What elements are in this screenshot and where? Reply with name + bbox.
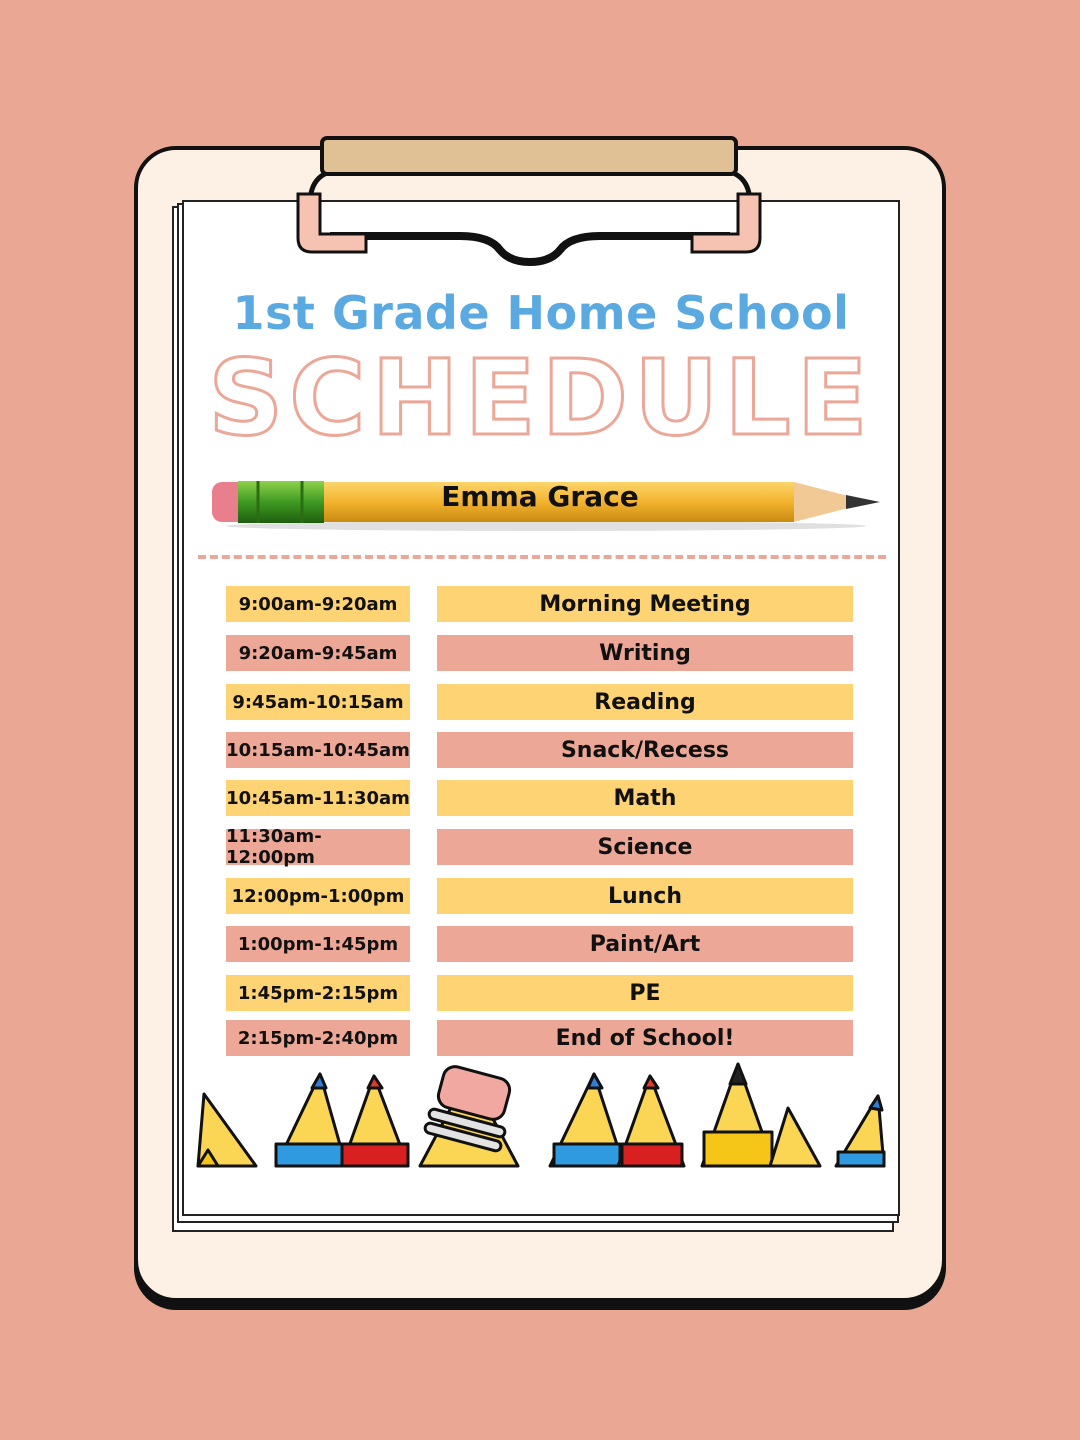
schedule-time: 9:00am-9:20am [226, 586, 410, 622]
schedule-time: 12:00pm-1:00pm [226, 878, 410, 914]
schedule-time: 1:45pm-2:15pm [226, 975, 410, 1011]
schedule-row [0, 635, 1080, 673]
schedule-row [0, 780, 1080, 818]
schedule-activity: Science [437, 829, 853, 865]
colored-pencils-icon [194, 1062, 886, 1168]
schedule-heading: SCHEDULE [208, 337, 874, 459]
schedule-time: 10:15am-10:45am [226, 732, 410, 768]
schedule-row [0, 684, 1080, 722]
schedule-activity: Snack/Recess [437, 732, 853, 768]
schedule-row [0, 878, 1080, 916]
schedule-time: 1:00pm-1:45pm [226, 926, 410, 962]
schedule-row [0, 926, 1080, 964]
schedule-activity: Reading [437, 684, 853, 720]
schedule-time: 9:20am-9:45am [226, 635, 410, 671]
schedule-row [0, 826, 1080, 868]
schedule-row [0, 586, 1080, 624]
dashed-divider [198, 555, 886, 559]
schedule-time: 10:45am-11:30am [226, 780, 410, 816]
schedule-row [0, 975, 1080, 1013]
schedule-activity: Paint/Art [437, 926, 853, 962]
schedule-row [0, 732, 1080, 770]
schedule-activity: Writing [437, 635, 853, 671]
schedule-time: 11:30am-12:00pm [226, 829, 410, 865]
schedule-activity: Math [437, 780, 853, 816]
schedule-activity: Lunch [437, 878, 853, 914]
schedule-row [0, 1020, 1080, 1058]
schedule-time: 9:45am-10:15am [226, 684, 410, 720]
schedule-activity: PE [437, 975, 853, 1011]
student-name: Emma Grace [441, 480, 639, 513]
page-title: 1st Grade Home School [232, 286, 850, 340]
schedule-activity: Morning Meeting [437, 586, 853, 622]
clipboard-clip-icon [290, 134, 770, 266]
schedule-activity: End of School! [437, 1020, 853, 1056]
schedule-time: 2:15pm-2:40pm [226, 1020, 410, 1056]
